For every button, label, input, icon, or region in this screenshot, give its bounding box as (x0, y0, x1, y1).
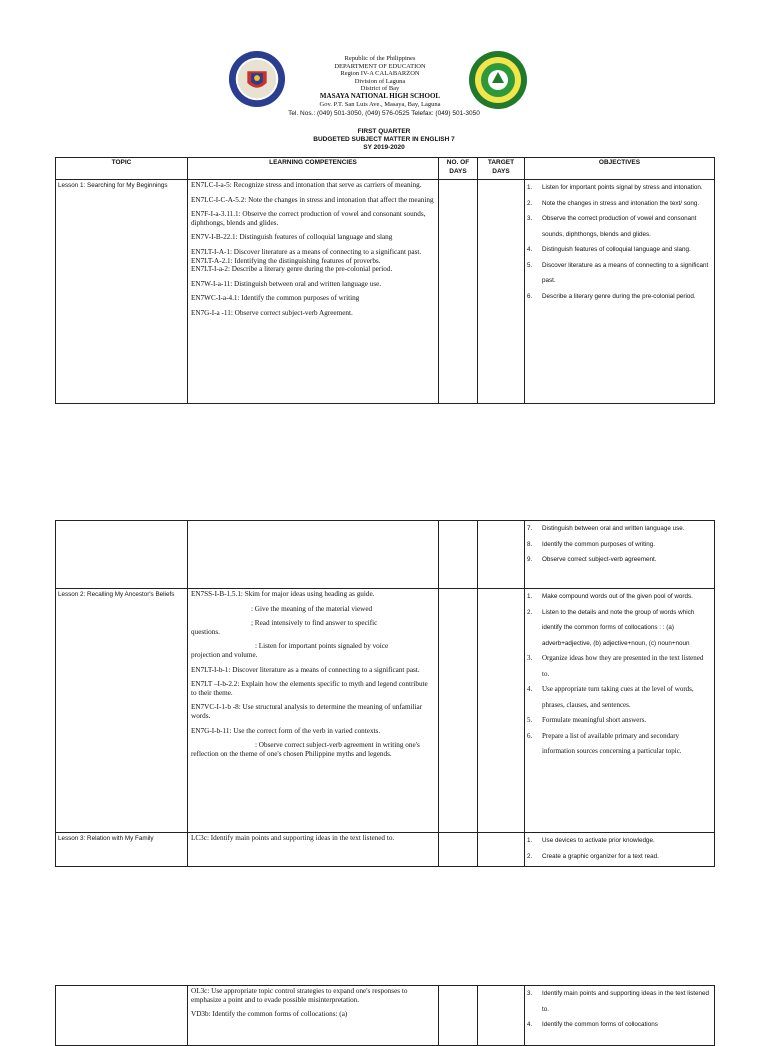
days-cell (439, 521, 478, 589)
objectives-cell (525, 589, 715, 833)
competency-item: EN7VC-I-1-b -8: Use structural analysis to determine the meaning of unfamiliar words. (191, 703, 423, 720)
objective-item: 1. Make compound words out of the given pool of words. (527, 593, 693, 600)
objective-item: 1. Listen for important points signal by stress and intonation. (527, 184, 703, 191)
topic-cell: Lesson 3: Relation with My Family (56, 833, 188, 867)
title-school-year: SY 2019-2020 (363, 144, 405, 151)
competency-item: EN7F-I-a-3.11.1: Observe the correct production of vowel and consonant sounds, diphthongs, blends and glides. (191, 210, 426, 227)
deped-seal-icon (228, 50, 286, 108)
target-days-cell (478, 180, 525, 404)
objective-item: 2. Note the changes in stress and intonation the text/ song. (527, 199, 700, 207)
table-row (56, 833, 715, 867)
competency-item: EN7V-I-B-22.1: Distinguish features of colloquial language and slang (191, 233, 393, 242)
competency-item: reflection on the theme of one's chosen Philippine myths and legends. (191, 749, 392, 758)
objective-item: 4. Distinguish features of colloquial language and slang. (527, 246, 691, 253)
objective-item: 2. Listen to the details and note the group of words which identify the common forms of collocations : : (a) adverb+adjective, (b) adjective+noun, (c) noun+noun (527, 608, 695, 647)
objective-item: 1. Use devices to activate prior knowledge. (527, 837, 655, 844)
title-quarter: FIRST QUARTER (357, 128, 411, 135)
days-cell (439, 589, 478, 833)
days-cell (439, 180, 478, 404)
column-header-competencies: LEARNING COMPETENCIES (188, 158, 439, 180)
document-title (0, 128, 768, 152)
competency-item: EN7LT-I-A-1: Discover literature as a means of connecting to a significant past. (191, 247, 422, 256)
competency-item: EN7G-I-b-11: Use the correct form of the verb in varied contexts. (191, 726, 381, 735)
header-line: DEPARTMENT OF EDUCATION (334, 62, 426, 70)
competency-item: EN7SS-I-B-1.5.1: Skim for major ideas using heading as guide. (191, 590, 375, 598)
objective-item: 2. Create a graphic organizer for a text read. (527, 852, 659, 860)
objectives-cell (525, 833, 715, 867)
competencies-cell (188, 986, 439, 1046)
objective-item: 4. Identify the common forms of collocations (527, 1021, 658, 1028)
topic-cell (56, 986, 188, 1046)
competency-item: EN7W-I-a-11: Distinguish between oral and written language use. (191, 279, 382, 288)
objective-item: 3. Organize ideas how they are presented in the text listened to. (527, 654, 704, 678)
telephone-numbers: Tel. Nos.: (049) 501-3050, (049) 576-0525 Telefax: (049) 501-3050 (288, 110, 480, 117)
target-days-cell (478, 986, 525, 1046)
header-line: Region IV-A CALABARZON (340, 70, 420, 78)
competency-item: : Observe correct subject-verb agreement in writing one's (255, 741, 420, 750)
objective-item: 6. Describe a literary genre during the pre-colonial period. (527, 292, 696, 300)
topic-cell: Lesson 1: Searching for My Beginnings (56, 180, 188, 404)
objectives-cell (525, 986, 715, 1046)
objective-item: 5. Formulate meaningful short answers. (527, 716, 647, 724)
title-subject: BUDGETED SUBJECT MATTER IN ENGLISH 7 (313, 136, 455, 143)
header-line: Division of Laguna (354, 77, 406, 85)
objective-item: 3. Observe the correct production of vowel and consonant sounds, diphthongs, blends and glides. (527, 215, 697, 238)
letterhead-text (290, 55, 470, 108)
competency-item: EN7LT –I-b-2.2: Explain how the elements specific to myth and legend contribute to their theme. (191, 680, 428, 697)
column-header-objectives: OBJECTIVES (525, 158, 715, 180)
budget-table-section-1 (55, 157, 715, 404)
column-header-days: NO. OF DAYS (439, 158, 478, 180)
competency-item: OL3c: Use appropriate topic control strategies to expand one's responses to emphasize a point and to evade possible misinterpretation. (191, 987, 408, 1004)
budget-table-section-3 (55, 985, 715, 1046)
competency-item: EN7LT-I-b-1: Discover literature as a means of connecting to a significant past. (191, 665, 420, 674)
objective-item: 3. Identify main points and supporting ideas in the text listened to. (527, 990, 709, 1013)
competency-item: projection and volume. (191, 650, 258, 659)
school-address: Gov. P.T. San Luis Ave., Masaya, Bay, Laguna (319, 100, 441, 108)
table-row (56, 589, 715, 833)
objective-item: 7. Distinguish between oral and written language use. (527, 525, 685, 532)
competency-item: questions. (191, 627, 220, 636)
objectives-cell (525, 180, 715, 404)
days-cell (439, 833, 478, 867)
objective-item: 5. Discover literature as a means of connecting to a significant past. (527, 261, 709, 284)
topic-cell (56, 521, 188, 589)
school-name: MASAYA NATIONAL HIGH SCHOOL (319, 91, 441, 100)
competencies-cell (188, 521, 439, 589)
objective-item: 6. Prepare a list of available primary and secondary information sources concerning a particular topic. (527, 731, 682, 755)
objective-item: 8. Identify the common purposes of writing. (527, 540, 656, 548)
table-row (56, 180, 715, 404)
competencies-cell (188, 833, 439, 867)
target-days-cell (478, 589, 525, 833)
competencies-cell (188, 589, 439, 833)
table-row (56, 986, 715, 1046)
target-days-cell (478, 521, 525, 589)
objective-item: 4. Use appropriate turn taking cues at the level of words, phrases, clauses, and sentences. (527, 685, 694, 709)
competency-item: EN7G-I-a -11: Observe correct subject-verb Agreement. (191, 308, 353, 317)
competency-item: EN7WC-I-a-4.1: Identify the common purposes of writing (191, 294, 360, 303)
topic-cell: Lesson 2: Recalling My Ancestor's Beliefs (56, 589, 188, 833)
competency-item: EN7LC-I-a-5: Recognize stress and intonation that serve as carriers of meaning. (191, 181, 422, 189)
competency-item: : Give the meaning of the material viewed (251, 604, 373, 613)
column-header-topic: TOPIC (56, 158, 188, 180)
days-cell (439, 986, 478, 1046)
header-line: District of Bay (360, 85, 400, 93)
competency-item: LC3c: Identify main points and supporting ideas in the text listened to. (191, 834, 395, 842)
competency-item: VD3b: Identify the common forms of collocations: (a) (191, 1010, 348, 1019)
competency-item: EN7LC-I-C-A-5.2: Note the changes in stress and intonation that affect the meaning (191, 195, 434, 204)
objective-item: 9. Observe correct subject-verb agreement. (527, 556, 657, 563)
target-days-cell (478, 833, 525, 867)
competency-item: : Listen for important points signaled by voice (255, 642, 389, 651)
competency-item: EN7LT-I-a-2: Describe a literary genre during the pre-colonial period. (191, 265, 393, 274)
objectives-cell (525, 521, 715, 589)
budget-table-section-2 (55, 520, 715, 867)
competency-item: EN7LT-A-2.1: Identifying the distinguishing features of proverbs. (191, 256, 381, 265)
table-row (56, 521, 715, 589)
competency-item: ; Read intensively to find answer to specific (251, 619, 378, 628)
table-header-row (56, 158, 715, 180)
header-line: Republic of the Philippines (344, 55, 416, 62)
competencies-cell (188, 180, 439, 404)
column-header-target-days: TARGET DAYS (478, 158, 525, 180)
school-seal-icon (468, 50, 528, 110)
